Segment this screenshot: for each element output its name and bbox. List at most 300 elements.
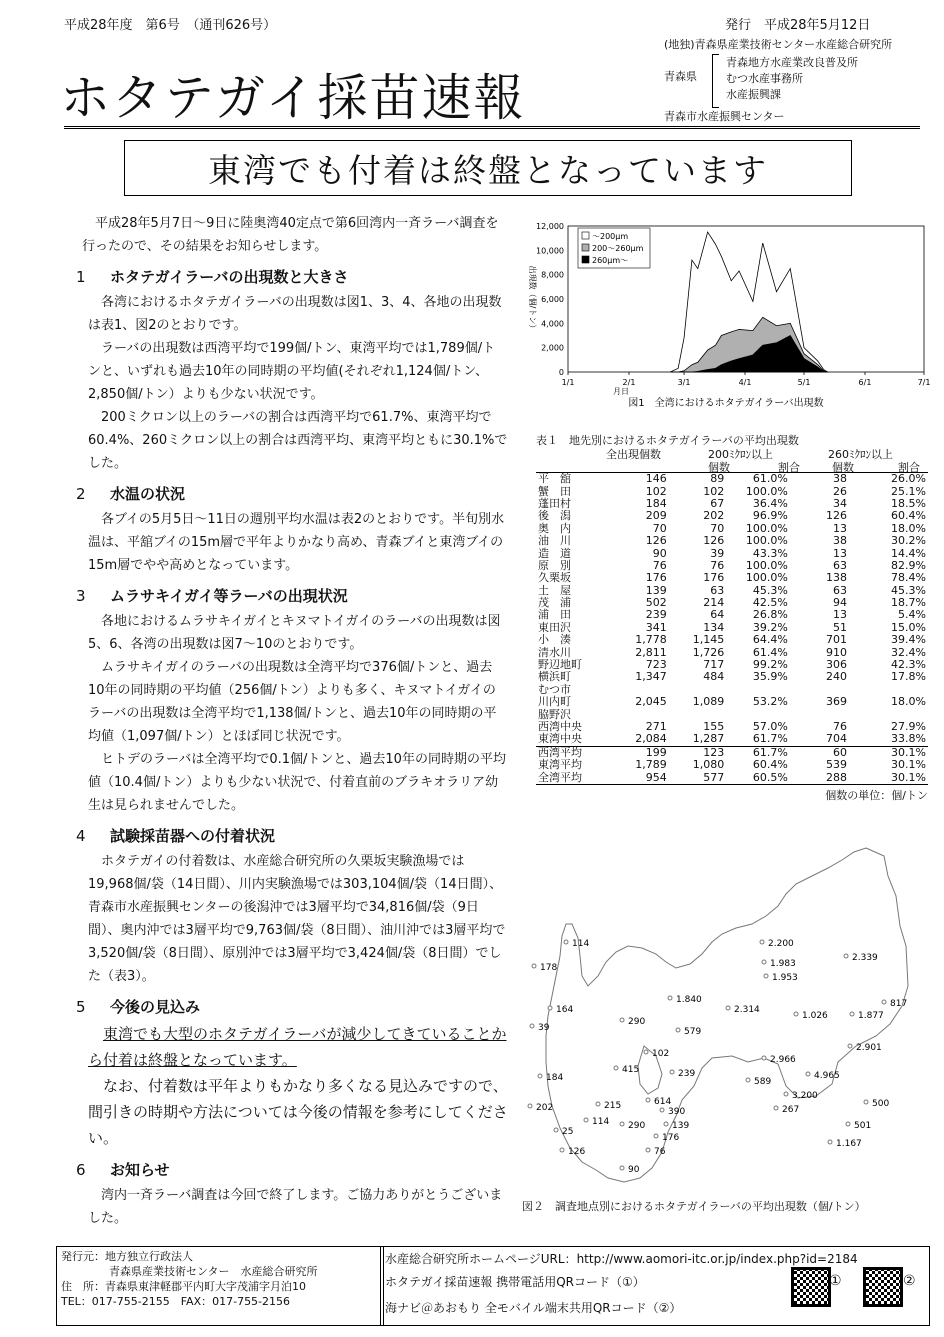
- station-marker: [882, 1000, 886, 1004]
- issuer-aomori-city-center: 青森市水産振興センター: [664, 110, 785, 123]
- location-name: 原 別: [538, 558, 571, 572]
- table-cell: 70: [710, 521, 725, 535]
- table-cell: 176: [645, 571, 667, 585]
- table-cell: [602, 684, 669, 696]
- section-paragraph: 各地におけるムラサキイガイとキヌマトイガイのラーバの出現数は図5、6、各湾の出現数は図7～10のとおりです。: [88, 614, 501, 652]
- chart-caption: 図1 全湾におけるホタテガイラーバ出現数: [628, 398, 824, 409]
- legend-label: ～200μm: [592, 232, 629, 241]
- headline: 東湾でも付着は終盤となっています: [208, 150, 768, 190]
- station-marker: [620, 1122, 624, 1126]
- issuer-fisheries-division: 水産振興課: [726, 88, 781, 101]
- table-cell: 910: [825, 645, 847, 659]
- table-cell: 341: [645, 620, 667, 634]
- table-cell: 42.5%: [752, 596, 788, 610]
- table-row: [536, 634, 928, 646]
- y-tick-label: 4,000: [541, 319, 564, 329]
- station-marker: [614, 1066, 618, 1070]
- station-value-label: 415: [622, 1065, 640, 1075]
- station-value-label: 500: [872, 1099, 890, 1109]
- station-value-label: 178: [540, 963, 558, 973]
- table1-header: [536, 446, 928, 472]
- y-tick-label: 8,000: [541, 270, 564, 280]
- table-cell: 60.5%: [752, 770, 788, 784]
- station-marker: [584, 1118, 588, 1122]
- publisher-label: 発行元：地方独立行政法人: [61, 1250, 193, 1263]
- table-cell: 96.9%: [752, 509, 788, 523]
- x-tick-label: 1/1: [561, 378, 575, 387]
- station-value-label: 390: [668, 1107, 686, 1117]
- y-tick-label: 10,000: [536, 246, 564, 256]
- table-cell: 30.1%: [891, 745, 926, 759]
- table-cell: 39.4%: [891, 633, 926, 647]
- table-row: [536, 597, 928, 609]
- section-paragraph: ムラサキイガイのラーバの出現数は全湾平均で376個/トンと、過去10年の同時期の平均値（256個/トン）よりも多く、キヌマトイガイのラーバの出現数は全湾平均で1,138個/トンと、過去10年の同時期の平均値（1,097個/トン）とほぼ同じ状況です。: [88, 660, 497, 744]
- section-number: 2: [76, 485, 86, 503]
- table-cell: 18.7%: [891, 596, 926, 610]
- table-cell: 15.0%: [891, 620, 926, 634]
- table-cell: 64: [710, 608, 725, 622]
- table-cell: 89: [710, 472, 725, 486]
- table-cell: 100.0%: [745, 558, 788, 572]
- table-cell: 139: [645, 583, 667, 597]
- station-value-label: 267: [782, 1105, 800, 1115]
- station-value-label: 184: [546, 1073, 564, 1083]
- table-cell: 57.0%: [752, 720, 788, 733]
- table-cell: 704: [825, 732, 847, 746]
- section-6: [76, 1159, 508, 1230]
- station-value-label: 1.026: [802, 1011, 828, 1021]
- location-name: 東湾平均: [538, 758, 582, 772]
- table-cell: 70: [652, 521, 667, 535]
- table-cell: 138: [825, 571, 847, 585]
- table-row: [536, 622, 928, 634]
- table-row: [536, 684, 928, 696]
- table-row: [536, 708, 928, 720]
- table-row: [536, 671, 928, 683]
- table-cell: 539: [825, 758, 847, 772]
- table-cell: 102: [703, 484, 725, 498]
- table-row: [536, 547, 928, 559]
- location-name: 小 湊: [538, 633, 571, 647]
- station-value-label: 290: [628, 1121, 646, 1131]
- section-2: [76, 483, 508, 577]
- footer-links-box: [380, 1246, 930, 1326]
- table-cell: [790, 708, 849, 720]
- location-name: 油 川: [538, 534, 571, 548]
- station-value-label: 239: [678, 1069, 696, 1079]
- table-cell: 30.1%: [891, 758, 926, 772]
- table-row: [536, 523, 928, 535]
- col-260-header: 260ﾐｸﾛﾝ以上: [828, 448, 893, 461]
- table-cell: 13: [832, 521, 847, 535]
- legend-swatch: [582, 232, 589, 239]
- publisher-address: 住 所：青森県東津軽郡平内町大字茂浦字月泊10: [61, 1280, 306, 1293]
- section-paragraph: 200ミクロン以上のラーバの割合は西湾平均で61.7%、東湾平均で60.4%、260ミクロン以上の割合は西湾平均、東湾平均ともに30.1%でした。: [88, 410, 508, 471]
- table-cell: 51: [832, 620, 847, 634]
- qr1-mark: ①: [829, 1273, 842, 1289]
- table1-body: [536, 472, 928, 785]
- station-marker: [828, 1140, 832, 1144]
- table-row: [536, 759, 928, 771]
- location-name: 造 道: [538, 546, 571, 560]
- table-cell: 30.2%: [891, 534, 926, 548]
- table-cell: 126: [703, 534, 725, 548]
- location-name: むつ市: [538, 682, 571, 696]
- table-cell: 36.4%: [752, 496, 788, 510]
- table-row: [536, 560, 928, 572]
- section-paragraph: 各ブイの5月5日～11日の週別平均水温は表2のとおりです。半旬別水温は、平舘ブイの15m層で平年よりかなり高め、青森ブイと東湾ブイの15m層でやや高めとなっています。: [88, 512, 505, 573]
- table-cell: 39: [710, 546, 725, 560]
- table-cell: 2,811: [635, 645, 667, 659]
- table-cell: 717: [703, 658, 725, 672]
- station-value-label: 1.840: [676, 995, 702, 1005]
- table-cell: 90: [652, 546, 667, 560]
- issuer-bracket: [712, 54, 719, 108]
- table-row: [536, 485, 928, 497]
- issuer-mutsu-office: むつ水産事務所: [726, 72, 803, 85]
- section-paragraph: ヒトデのラーバは全湾平均で0.1個/トンと、過去10年の同時期の平均値（10.4個/トン）よりも少ない状況で、付着直前のブラキオラリア幼生は見られませんでした。: [88, 752, 506, 813]
- station-marker: [676, 1028, 680, 1032]
- table-cell: 502: [645, 596, 667, 610]
- publisher-phone: TEL：017-755-2155 FAX：017-755-2156: [61, 1295, 291, 1308]
- table-row: [536, 659, 928, 671]
- figure1-chart: [516, 212, 936, 424]
- table-cell: 26: [832, 484, 847, 498]
- table-cell: 26.0%: [891, 472, 926, 486]
- table-cell: 126: [645, 534, 667, 548]
- table1: [536, 446, 928, 803]
- legend-swatch: [582, 256, 589, 263]
- table-cell: 1,778: [635, 633, 667, 647]
- table-cell: 60: [832, 745, 847, 759]
- table-cell: 288: [825, 770, 847, 784]
- table-cell: 954: [645, 770, 667, 784]
- station-value-label: 579: [684, 1027, 702, 1037]
- table-cell: 61.4%: [752, 645, 788, 659]
- section-paragraph: 各湾におけるホタテガイラーバの出現数は図1、3、4、各地の出現数は表1、図2のとおりです。: [88, 295, 502, 333]
- location-name: 土 屋: [538, 583, 571, 597]
- table-cell: 14.4%: [891, 546, 926, 560]
- col-260-count: 個数: [832, 461, 854, 474]
- section-title: お知らせ: [110, 1161, 170, 1179]
- table-cell: 43.3%: [752, 546, 788, 560]
- table-cell: 61.7%: [752, 745, 788, 759]
- table-cell: 126: [825, 509, 847, 523]
- section-number: 4: [76, 827, 86, 845]
- station-value-label: 4.965: [814, 1071, 840, 1081]
- station-value-label: 3.200: [792, 1091, 818, 1101]
- table-cell: 209: [645, 509, 667, 523]
- table-cell: 100.0%: [745, 534, 788, 548]
- station-marker: [560, 1148, 564, 1152]
- table-cell: 13: [832, 546, 847, 560]
- y-tick-label: 0: [558, 368, 564, 377]
- table-cell: 723: [645, 658, 667, 672]
- station-marker: [784, 1092, 788, 1096]
- x-tick-label: 6/1: [858, 378, 872, 387]
- station-value-label: 2.200: [768, 939, 794, 949]
- station-marker: [664, 1122, 668, 1126]
- table-cell: 134: [703, 620, 725, 634]
- location-name: 清水川: [538, 645, 571, 659]
- table-row: [536, 585, 928, 597]
- station-marker: [646, 1098, 650, 1102]
- table-cell: 1,089: [692, 695, 725, 709]
- table-cell: 1,145: [692, 633, 725, 647]
- outlook-highlight: 東湾でも大型のホタテガイラーバが減少してきていることから付着は終盤となっています。: [88, 1025, 507, 1069]
- table-cell: 61.0%: [752, 472, 788, 486]
- issue-number: 平成28年度 第6号 （通刊626号）: [64, 18, 277, 33]
- table-cell: 53.2%: [752, 695, 788, 709]
- station-marker: [644, 1050, 648, 1054]
- station-value-label: 1.877: [858, 1011, 884, 1021]
- station-marker: [596, 1102, 600, 1106]
- table-cell: [849, 708, 928, 720]
- station-marker: [646, 1148, 650, 1152]
- station-marker: [764, 974, 768, 978]
- station-value-label: 2.339: [852, 953, 878, 963]
- station-marker: [532, 964, 536, 968]
- location-name: 西湾平均: [538, 745, 582, 759]
- table-cell: 5.4%: [898, 608, 926, 622]
- table-cell: 60.4%: [891, 509, 926, 523]
- figure2-caption: 図２ 調査地点別におけるホタテガイラーバの平均出現数（個/トン）: [522, 1200, 866, 1213]
- legend-label: 260μm～: [592, 256, 629, 265]
- table-cell: 1,347: [635, 670, 667, 684]
- table-cell: 18.0%: [891, 521, 926, 535]
- station-marker: [654, 1134, 658, 1138]
- table-cell: 2,045: [635, 695, 667, 709]
- table-row: [536, 696, 928, 708]
- table-cell: 184: [645, 496, 667, 510]
- col-260-ratio: 割合: [898, 461, 920, 474]
- issuer-extension-office: 青森地方水産業改良普及所: [726, 56, 858, 69]
- table-cell: 26.8%: [752, 608, 788, 622]
- table-row: [536, 609, 928, 621]
- location-name: 東田沢: [538, 620, 571, 634]
- station-marker: [762, 1056, 766, 1060]
- qr2-mark: ②: [903, 1273, 916, 1289]
- table-cell: 100.0%: [745, 484, 788, 498]
- table-cell: 76: [652, 558, 667, 572]
- location-name: 蓬田村: [538, 496, 571, 510]
- section-paragraph: なお、付着数は平年よりもかなり多くなる見込みですので、間引きの時期や方法については今後の情報を参考にしてください。: [88, 1077, 508, 1147]
- table-cell: 64.4%: [752, 633, 788, 647]
- table-cell: 199: [645, 745, 667, 759]
- x-tick-label: 3/1: [677, 378, 691, 387]
- issuer-research-institute: (地独)青森県産業技術センター水産総合研究所: [664, 38, 893, 51]
- station-marker: [774, 1106, 778, 1110]
- table-cell: 35.9%: [752, 670, 788, 684]
- table-cell: 102: [645, 484, 667, 498]
- table-cell: 214: [703, 596, 725, 610]
- issue-date: 発行 平成28年5月12日: [725, 18, 871, 33]
- location-name: 東湾中央: [538, 732, 582, 746]
- section-title: ムラサキイガイ等ラーバの出現状況: [110, 587, 348, 605]
- table-row: [536, 473, 928, 486]
- station-value-label: 1.167: [836, 1139, 862, 1149]
- station-marker: [564, 940, 568, 944]
- y-tick-label: 6,000: [541, 295, 564, 304]
- location-name: 平 舘: [538, 472, 571, 486]
- table-cell: 1,287: [692, 732, 725, 746]
- station-marker: [660, 1108, 664, 1112]
- section-paragraph: 湾内一斉ラーバ調査は今回で終了します。ご協力ありがとうございました。: [88, 1188, 503, 1226]
- station-marker: [846, 1122, 850, 1126]
- table-cell: 45.3%: [752, 583, 788, 597]
- title-rule: [64, 126, 920, 129]
- qr1-description: ホタテガイ採苗速報 携帯電話用QRコード（①）: [385, 1275, 645, 1289]
- section-4: [76, 825, 508, 988]
- station-value-label: 176: [662, 1133, 680, 1143]
- table-cell: 146: [645, 472, 667, 486]
- section-paragraph: ラーバの出現数は西湾平均で199個/トン、東湾平均では1,789個/トンと、いずれも過去10年の同時期の平均値(それぞれ1,124個/トン、2,850個/トン）よりも少ない状況です。: [88, 341, 496, 402]
- station-value-label: 126: [568, 1147, 586, 1157]
- location-name: 全湾平均: [538, 770, 582, 784]
- footer-publisher-box: [56, 1246, 384, 1326]
- table-cell: 202: [703, 509, 725, 523]
- table-cell: 155: [703, 720, 725, 733]
- table-row: [536, 771, 928, 784]
- table-row: [536, 746, 928, 759]
- section-paragraph: ホタテガイの付着数は、水産総合研究所の久栗坂実験漁場では19,968個/袋（14日間）、川内実験漁場では303,104個/袋（14日間）、青森市水産振興センターの後潟沖では3層平均で34,816個/袋（9日間）、奥内沖では3層平均で9,763個/袋（8日間）、油川沖では3層平均で3,520個/袋（8日間）、原別沖では3層平均で3,424個/袋（8日間）でした（表3）。: [88, 854, 506, 984]
- station-value-label: 76: [654, 1147, 666, 1157]
- station-marker: [864, 1100, 868, 1104]
- table-cell: 30.1%: [891, 770, 926, 784]
- station-value-label: 114: [592, 1117, 610, 1127]
- location-name: 後 潟: [538, 509, 571, 523]
- station-value-label: 215: [604, 1101, 622, 1111]
- station-value-label: 290: [628, 1017, 646, 1027]
- station-value-label: 817: [890, 999, 908, 1009]
- location-name: 横浜町: [538, 670, 571, 684]
- issuer-prefecture: 青森県: [664, 70, 697, 83]
- section-number: 3: [76, 587, 86, 605]
- x-tick-label: 4/1: [738, 378, 752, 387]
- homepage-url[interactable]: 水産総合研究所ホームページURL：http://www.aomori-itc.or.jp/index.php?id=2184: [385, 1252, 858, 1266]
- station-marker: [848, 1044, 852, 1048]
- section-1: [76, 266, 508, 475]
- x-tick-label: 7/1: [917, 378, 931, 387]
- table-cell: 33.8%: [891, 732, 926, 746]
- table-cell: 306: [825, 658, 847, 672]
- station-value-label: 2.966: [770, 1055, 796, 1065]
- location-name: 奥 内: [538, 521, 571, 535]
- table-cell: 13: [832, 608, 847, 622]
- station-marker: [762, 960, 766, 964]
- table-cell: 369: [825, 695, 847, 709]
- table-cell: 100.0%: [745, 571, 788, 585]
- section-title: ホタテガイラーバの出現数と大きさ: [110, 268, 349, 286]
- table-cell: 2,084: [635, 732, 667, 746]
- table-cell: 123: [703, 745, 725, 759]
- y-axis-label: 出現数（個/トン）: [528, 265, 537, 333]
- section-5: [76, 996, 508, 1151]
- station-value-label: 501: [854, 1121, 872, 1131]
- location-name: 浦 田: [538, 608, 571, 622]
- table-cell: 78.4%: [891, 571, 926, 585]
- table-cell: 60.4%: [752, 758, 788, 772]
- table-row: [536, 535, 928, 547]
- station-marker: [530, 1024, 534, 1028]
- table-cell: 63: [832, 558, 847, 572]
- table-cell: [726, 708, 790, 720]
- table-cell: 18.5%: [891, 496, 926, 510]
- table-cell: 25.1%: [891, 484, 926, 498]
- table-cell: [602, 708, 669, 720]
- table-cell: 1,789: [635, 758, 667, 772]
- publisher-name: 青森県産業技術センター 水産総合研究所: [109, 1265, 318, 1278]
- qr2-description: 海ナビ＠あおもり 全モバイル端末共用QRコード（②）: [385, 1301, 682, 1315]
- table-cell: 176: [703, 571, 725, 585]
- station-marker: [620, 1018, 624, 1022]
- station-marker: [746, 1078, 750, 1082]
- table-cell: 18.0%: [891, 695, 926, 709]
- table-cell: 240: [825, 670, 847, 684]
- table-cell: 63: [832, 583, 847, 597]
- station-marker: [554, 1128, 558, 1132]
- x-tick-label: 5/1: [797, 378, 811, 387]
- table-cell: [849, 684, 928, 696]
- table-row: [536, 733, 928, 746]
- section-title: 水温の状況: [110, 485, 186, 503]
- station-value-label: 2.314: [734, 1005, 760, 1015]
- station-marker: [620, 1166, 624, 1170]
- station-marker: [670, 1070, 674, 1074]
- section-number: 6: [76, 1161, 86, 1179]
- table-row: [536, 498, 928, 510]
- station-value-label: 139: [672, 1121, 690, 1131]
- station-value-label: 90: [628, 1165, 640, 1175]
- y-tick-label: 2,000: [541, 343, 564, 353]
- station-marker: [760, 940, 764, 944]
- table-cell: 99.2%: [752, 658, 788, 672]
- table-cell: 45.3%: [891, 583, 926, 597]
- table-row: [536, 646, 928, 658]
- table-cell: 76: [832, 720, 847, 733]
- table-cell: 1,080: [692, 758, 725, 772]
- station-marker: [850, 1012, 854, 1016]
- location-name: 脇野沢: [538, 707, 571, 721]
- station-marker: [794, 1012, 798, 1016]
- station-marker: [528, 1104, 532, 1108]
- station-value-label: 102: [652, 1049, 670, 1059]
- table-cell: 42.3%: [891, 658, 926, 672]
- station-marker: [844, 954, 848, 958]
- table-row: [536, 721, 928, 733]
- station-value-label: 2.901: [856, 1043, 882, 1053]
- table-cell: 100.0%: [745, 521, 788, 535]
- table-cell: 67: [710, 496, 725, 510]
- qr-code-2[interactable]: [863, 1267, 903, 1307]
- station-marker: [726, 1006, 730, 1010]
- col-200-ratio: 割合: [778, 461, 800, 474]
- table-cell: 39.2%: [752, 620, 788, 634]
- station-value-label: 1.953: [772, 973, 798, 983]
- table-cell: 94: [832, 596, 847, 610]
- table-cell: 701: [825, 633, 847, 647]
- table-cell: 32.4%: [891, 645, 926, 659]
- section-number: 5: [76, 998, 86, 1016]
- table-cell: 76: [710, 558, 725, 572]
- table-cell: 27.9%: [891, 720, 926, 733]
- table-cell: 61.7%: [752, 732, 788, 746]
- section-title: 試験採苗器への付着状況: [110, 827, 276, 845]
- qr-code-1[interactable]: [791, 1267, 831, 1307]
- y-tick-label: 12,000: [536, 222, 564, 231]
- station-value-label: 589: [754, 1077, 772, 1087]
- table-cell: [669, 708, 726, 720]
